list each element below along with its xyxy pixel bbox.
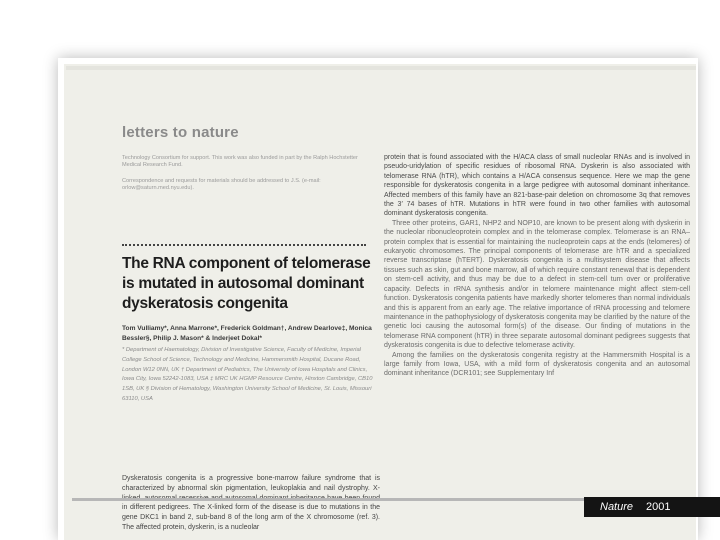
correspondence-note: Correspondence and requests for materials should be addressed to J.S. (e-mail: orlow@saturn.med.nyu.edu). — [122, 178, 321, 191]
publication-year: 2001 — [646, 501, 671, 513]
page-top-edge — [66, 66, 696, 70]
paragraph: protein that is found associated with the H/ACA class of small nucleolar RNAs and is involved in pseudo-uridylation of specific residues of ribosomal RNA. Dyskerin is also associated with telomerase RNA (hTR), which contains a H/ACA consensus sequence. Here we map the gene responsible for dyskeratosis congenita in a large pedigree with autosomal dominant inheritance. Affected members of this family have an 821-base-pair deletion on chromosome 3q that removes the 3′ 74 bases of hTR. Mutations in hTR were found in two other families with autosomal dominant dyskeratosis congenita. — [384, 154, 690, 218]
section-header: letters to nature — [122, 124, 239, 141]
acknowledgements: Technology Consortium for support. This work was also funded in part by the Ralph Hochstetter Medical Research Fund. — [122, 155, 358, 168]
article-title: The RNA component of telomerase is mutated in autosomal dominant dyskeratosis congenita — [122, 255, 371, 312]
footer-rule — [72, 498, 584, 501]
author-list: Tom Vulliamy*, Anna Marrone*, Frederick Goldman†, Andrew Dearlove‡, Monica Bessler§, Philip J. Mason* & Inderjeet Dokal* — [122, 325, 372, 342]
paragraph: Three other proteins, GAR1, NHP2 and NOP10, are known to be present along with dyskerin in the nucleolar ribonucleoprotein complex and in the telomerase complex. Telomerase is an RNA–protein complex that is essential for maintaining the nucleoprotein caps at the ends (telomeres) of eukaryotic chromosomes. The principal components of telomerase are hTR and a specialized reverse transcriptase (hTERT). Dyskeratosis congenita is a multisystem disease that affects tissues such as skin, gut and bone marrow, all of which require constant renewal that is dependent on stem-cell activity, and thus may be due to a defect in stem-cell turn over or proliferative capacity. Defects in rRNA synthesis and/or in telomere maintenance might affect stem-cell function. Dyskeratosis congenita patients have markedly shorter telomeres than normal individuals and this is apparent from an early age. The relative importance of rRNA processing and telomere maintenance in the pathophysiology of dyskeratosis congenita may be clarified by the nature of the genetic loci causing the autosomal form(s) of the disease. Our finding of mutations in the telomerase RNA component (hTR) in three separate autosomal dominant pedigrees suggests that dyskeratosis congenita is due to defective telomerase activity. — [384, 219, 690, 350]
affiliations: * Department of Haematology, Division of Investigative Science, Faculty of Medicine, Imperial College School of Science, Technology and Medicine, Hammersmith Hospital, Ducane Road, London W12 0NN, UK † Department of Pediatrics, The University of Iowa Hospitals and Clinics, Iowa City, Iowa 52242-1083, USA ‡ MRC UK HGMP Resource Centre, Hinxton Cambridge, CB10 1SB, UK § Division of Hematology, Washington University School of Medicine, St. Louis, Missouri 63110, USA — [122, 347, 373, 402]
abstract: Dyskeratosis congenita is a progressive bone-marrow failure syndrome that is characterized by abnormal skin pigmentation, leukoplakia and nail dystrophy. X- in different pedigrees. The X-linked form of the disease is due to mutations in the gene DKC1 in band 2, sub-band 8 of the long arm of the X chromosome (ref. 3). The affected protein, dyskerin, is a nucleolar — [122, 475, 380, 531]
right-column-text — [384, 153, 690, 379]
paragraph: Among the families on the dyskeratosis congenita registry at the Hammersmith Hospital is a large family from Iowa, USA, with a mild form of dyskeratosis congenita and an autosomal dominant inheritance (DCR101; see Supplementary Inf — [384, 351, 690, 378]
citation-bar — [584, 497, 720, 517]
title-divider — [122, 244, 366, 246]
journal-name: Nature — [600, 501, 634, 513]
